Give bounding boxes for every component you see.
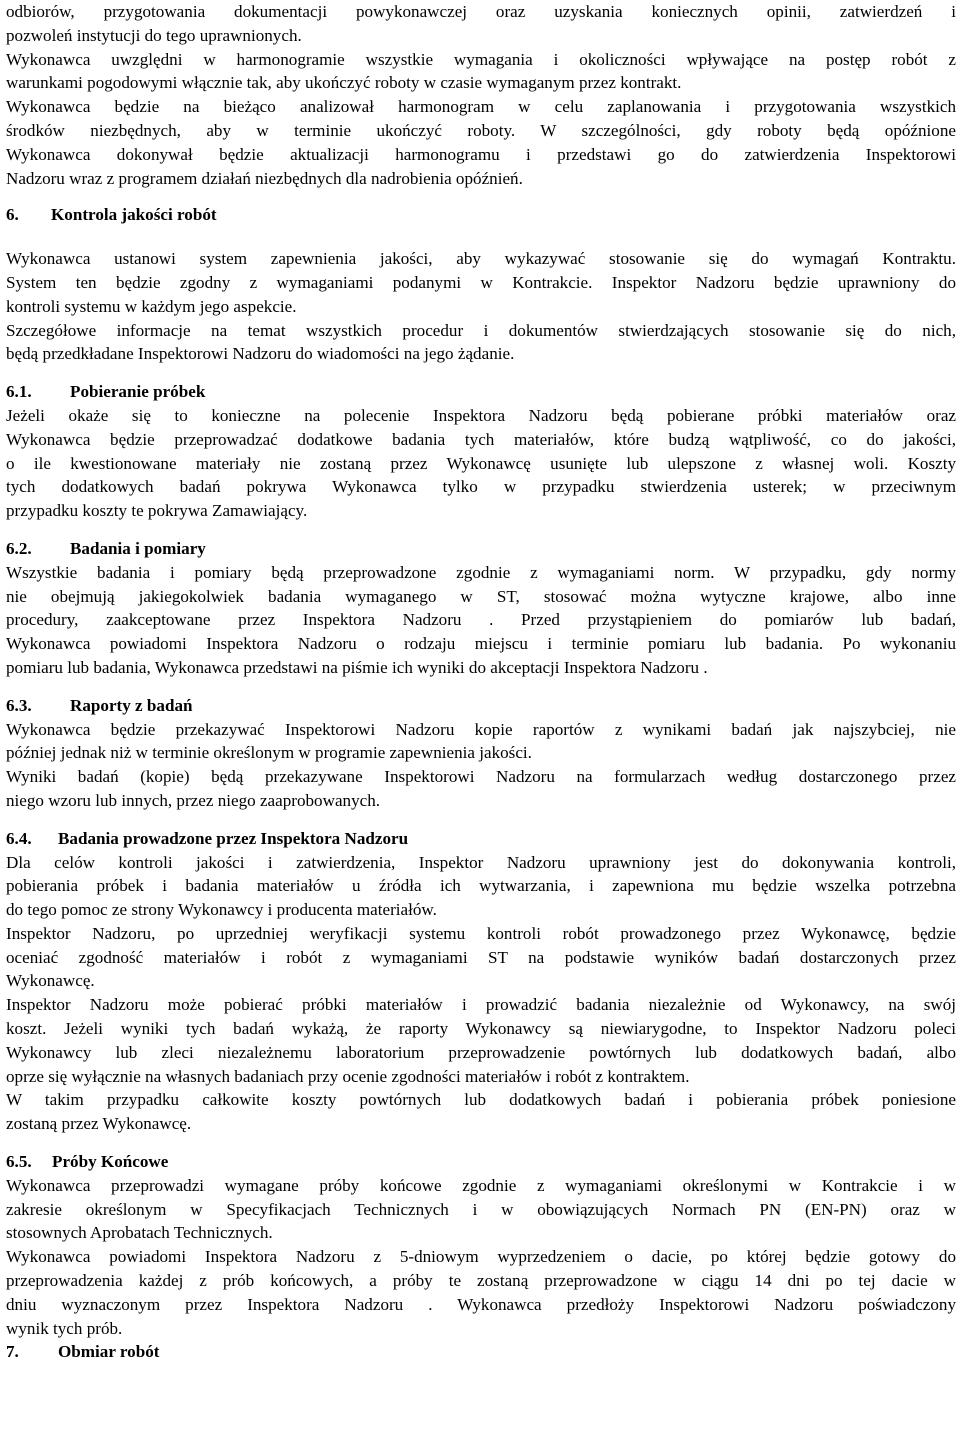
text-line: pobierania próbek i badania materiałów u źródła ich wytwarzania, i zapewniona mu będzie wszelka potrzebna [6,876,956,896]
text-line: Dla celów kontroli jakości i zatwierdzenia, Inspektor Nadzoru uprawniony jest do dokonywania kontroli, [6,852,956,872]
text-line: o ile kwestionowane materiały nie zostaną przez Wykonawcę usunięte lub ulepszone z własnej woli. Koszty [6,453,956,473]
text-line: Wykonawcę. [6,971,95,991]
text-line: Wykonawca uwzględni w harmonogramie wszystkie wymagania i okoliczności wpływające na postęp robót z [6,49,956,69]
text-line: tych dodatkowych badań pokrywa Wykonawca tylko w przypadku stwierdzenia usterek; w przeciwnym [6,477,956,497]
text-line: Wykonawca będzie na bieżąco analizował harmonogram w celu zaplanowania i przygotowania wszystkich [6,97,956,117]
subsection-6-1-body [6,404,956,523]
subsection-number: 6.3. [6,695,32,715]
text-line: nie obejmują jakiegokolwiek badania wymaganego w ST, stosować można wytyczne krajowe, albo inne [6,586,956,606]
text-line: środków niezbędnych, aby w terminie ukończyć roboty. W szczególności, gdy roboty będą opóźnione [6,120,956,140]
subsection-heading-6-3 [6,694,956,718]
text-line: zostaną przez Wykonawcę. [6,1114,192,1134]
subsection-heading-6-5 [6,1150,956,1174]
section-number: 6. [6,205,19,225]
text-line: zakresie określonym w Specyfikacjach Technicznych i w obowiązujących Normach PN (EN-PN) oraz w [6,1199,956,1219]
subsection-6-5-paragraph-2 [6,1245,956,1340]
text-line: oprze się wyłącznie na własnych badaniach przy ocenie zgodności materiałów i robót z kontraktem. [6,1066,690,1086]
text-line: Wykonawca dokonywał będzie aktualizacji harmonogramu i przedstawi go do zatwierdzenia Inspektorowi [6,144,956,164]
text-line: kontroli systemu w każdym jego aspekcie. [6,296,297,316]
intro-paragraph [6,0,956,190]
subsection-number: 6.1. [6,382,32,402]
text-line: Wykonawcy lub zleci niezależnemu laboratorium przeprowadzenie powtórnych lub dodatkowych badań, albo [6,1042,956,1062]
subsection-heading-6-4 [6,827,956,851]
text-line: później jednak niż w terminie określonym w programie zapewnienia jakości. [6,743,532,763]
subsection-title: Badania i pomiary [70,538,206,558]
document-page [6,0,956,1364]
subsection-6-4-paragraph-3 [6,993,956,1088]
text-line: Jeżeli okaże się to konieczne na polecenie Inspektora Nadzoru będą pobierane próbki materiałów oraz [6,405,956,425]
text-line: odbiorów, przygotowania dokumentacji powykonawczej oraz uzyskania koniecznych opinii, zatwierdzeń i [6,2,956,21]
text-line: Szczegółowe informacje na temat wszystkich procedur i dokumentów stwierdzających stosowanie się do nich, [6,320,956,340]
text-line: przypadku koszty te pokrywa Zamawiający. [6,501,308,521]
text-line: Nadzoru wraz z programem działań niezbędnych dla nadrobienia opóźnień. [6,168,523,188]
subsection-title: Raporty z badań [70,695,193,715]
text-line: koszt. Jeżeli wyniki tych badań wykażą, że raporty Wykonawcy są niewiarygodne, to Inspektor Nadzoru poleci [6,1019,956,1039]
text-line: dniu wyznaczonym przez Inspektora Nadzoru . Wykonawca przedłoży Inspektorowi Nadzoru poświadczony [6,1294,956,1314]
section-number: 7. [6,1342,19,1362]
subsection-title: Pobieranie próbek [70,382,206,402]
text-line: Wykonawca powiadomi Inspektora Nadzoru o rodzaju miejscu i terminie pomiaru lub badania. Po wykonaniu [6,634,956,654]
section-title: Kontrola jakości robót [51,205,217,225]
subsection-6-3-paragraph-1 [6,718,956,766]
subsection-number: 6.2. [6,538,32,558]
text-line: System ten będzie zgodny z wymaganiami podanymi w Kontrakcie. Inspektor Nadzoru będzie uprawniony do [6,272,956,292]
section-title: Obmiar robót [58,1342,160,1362]
text-line: Inspektor Nadzoru, po uprzedniej weryfikacji systemu kontroli robót prowadzonego przez Wykonawcę, będzie [6,923,956,943]
text-line: Wykonawca ustanowi system zapewnienia jakości, aby wykazywać stosowanie się do wymagań Kontraktu. [6,249,956,269]
subsection-heading-6-2 [6,537,956,561]
text-line: oceniać zgodność materiałów i robót z wymaganiami ST na podstawie wyników badań dostarczonych przez [6,947,956,967]
subsection-heading-6-1 [6,380,956,404]
text-line: niego wzoru lub innych, przez niego zaaprobowanych. [6,790,381,810]
text-line: będą przedkładane Inspektorowi Nadzoru do wiadomości na jego żądanie. [6,344,515,364]
text-line: W takim przypadku całkowite koszty powtórnych lub dodatkowych badań i pobierania próbek poniesione [6,1090,956,1110]
text-line: Wykonawca będzie przekazywać Inspektorowi Nadzoru kopie raportów z wynikami badań jak najszybciej, nie [6,719,956,739]
subsection-number: 6.4. [6,828,32,848]
text-line: Wszystkie badania i pomiary będą przeprowadzone zgodnie z wymaganiami norm. W przypadku, gdy normy [6,562,956,582]
text-line: wynik tych prób. [6,1318,123,1338]
section-6-paragraph-1 [6,247,956,318]
subsection-6-5-paragraph-1 [6,1174,956,1245]
subsection-title: Próby Końcowe [52,1152,169,1172]
text-line: Wyniki badań (kopie) będą przekazywane Inspektorowi Nadzoru na formularzach według dostarczonego przez [6,767,956,787]
subsection-6-4-paragraph-2 [6,922,956,993]
text-line: Wykonawca będzie przeprowadzać dodatkowe badania tych materiałów, które budzą wątpliwość, co do jakości, [6,429,956,449]
text-line: pomiaru lub badania, Wykonawca przedstawi na piśmie ich wyniki do akceptacji Inspektora Nadzoru . [6,657,708,677]
subsection-6-2-body [6,561,956,680]
section-6-paragraph-2 [6,319,956,367]
text-line: przeprowadzenia każdej z prób końcowych, a próby te zostaną przeprowadzone w ciągu 14 dni po tej dacie w [6,1271,956,1291]
subsection-6-4-paragraph-4 [6,1088,956,1136]
section-heading-6 [6,203,956,227]
text-line: Wykonawca przeprowadzi wymagane próby końcowe zgodnie z wymaganiami określonymi w Kontrakcie i w [6,1175,956,1195]
text-line: Wykonawca powiadomi Inspektora Nadzoru z 5-dniowym wyprzedzeniem o dacie, po której będzie gotowy do [6,1247,956,1267]
text-line: pozwoleń instytucji do tego uprawnionych. [6,25,302,45]
subsection-number: 6.5. [6,1152,32,1172]
section-heading-7 [6,1340,956,1364]
text-line: stosownych Aprobatach Technicznych. [6,1223,273,1243]
text-line: warunkami pogodowymi włącznie tak, aby ukończyć roboty w czasie wymaganym przez kontrakt. [6,73,682,93]
text-line: Inspektor Nadzoru może pobierać próbki materiałów i prowadzić badania niezależnie od Wykonawcy, na swój [6,995,956,1015]
subsection-6-4-paragraph-1 [6,851,956,922]
subsection-6-3-paragraph-2 [6,765,956,813]
text-line: do tego pomoc ze strony Wykonawcy i producenta materiałów. [6,900,437,920]
subsection-title: Badania prowadzone przez Inspektora Nadzoru [58,828,409,848]
text-line: procedury, zaakceptowane przez Inspektora Nadzoru . Przed przystąpieniem do pomiarów lub badań, [6,610,956,630]
